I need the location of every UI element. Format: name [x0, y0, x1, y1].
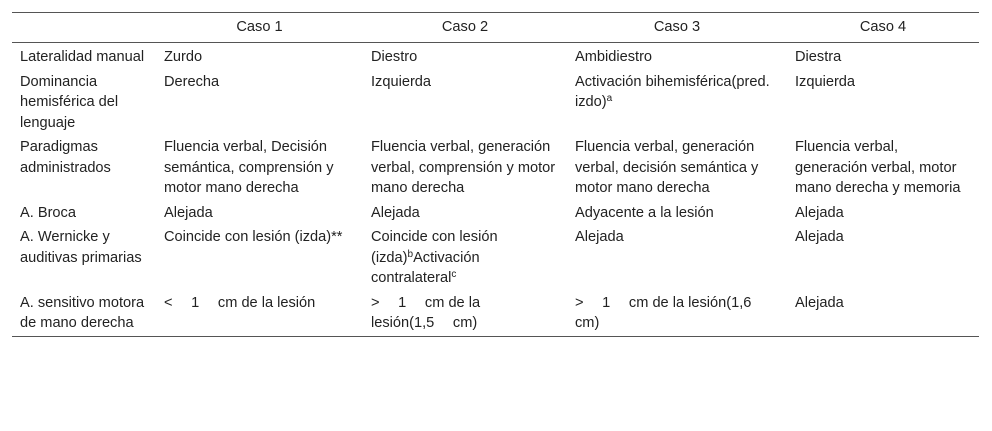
table-cell: Alejada [575, 229, 624, 245]
header-empty [12, 13, 156, 43]
table-cell: > 1 cm de la lesión(1,5 cm) [371, 294, 481, 331]
header-caso-1: Caso 1 [236, 19, 283, 36]
row-label: A. Wernicke y auditivas primarias [20, 229, 142, 266]
table-cell: Derecha [164, 73, 220, 90]
row-label: A. Broca [20, 204, 76, 221]
footnote-marker: a [606, 93, 613, 104]
header-caso-2: Caso 2 [441, 19, 489, 36]
table-row [12, 43, 979, 70]
table-cell: Fluencia verbal, Decisión semántica, comprensión y motor mano derecha [164, 139, 334, 196]
table-cell: > 1 cm de la lesión(1,6 cm) [575, 294, 767, 331]
row-label: Lateralidad manual [20, 49, 145, 65]
table-cell: Izquierda [371, 73, 432, 90]
footnote-marker: c [451, 269, 457, 280]
cell-text: Coincide con lesión (izda) [371, 229, 498, 266]
table-cell: Alejada [795, 204, 844, 221]
table-row [12, 291, 979, 337]
table-row [12, 201, 979, 226]
table-cell: Adyacente a la lesión [575, 204, 714, 221]
table-cell: Alejada [795, 294, 844, 311]
table-cell: Fluencia verbal, generación verbal, motor mano derecha y memoria [795, 139, 961, 196]
table-container [12, 12, 979, 337]
table-row [12, 70, 979, 136]
table-cell: Coincide con lesión (izda)** [164, 229, 343, 245]
table-cell: < 1 cm de la lesión [164, 294, 316, 311]
footnote-marker: b [407, 248, 414, 260]
table-cell: Alejada [164, 204, 213, 221]
row-label: Dominancia hemisférica del lenguaje [20, 73, 119, 131]
header-caso-3: Caso 3 [653, 19, 701, 36]
table-cell: Ambidiestro [575, 49, 653, 65]
table-cell: Diestra [795, 49, 842, 65]
header-caso-4: Caso 4 [859, 19, 907, 36]
table-cell: Fluencia verbal, generación verbal, decisión semántica y motor mano derecha [575, 139, 759, 196]
table-cell: Alejada [795, 229, 844, 245]
table-row [12, 135, 979, 201]
table-cell: Alejada [371, 204, 420, 221]
table-cell: Fluencia verbal, generación verbal, comprensión y motor mano derecha [371, 139, 556, 196]
table-row [12, 225, 979, 291]
cell-text: Activación contralateral [371, 249, 480, 286]
cell-text: Activación bihemisférica(pred. izdo) [575, 73, 770, 110]
table-cell: Zurdo [164, 49, 203, 65]
row-label: A. sensitivo motora de mano derecha [20, 294, 145, 331]
table-cell: Izquierda [795, 73, 856, 90]
table-cell: Diestro [371, 49, 418, 65]
header-row [12, 13, 979, 43]
table-cell [363, 225, 567, 291]
comparison-table [12, 12, 979, 337]
table-cell [567, 70, 787, 136]
row-label: Paradigmas administrados [20, 139, 111, 176]
